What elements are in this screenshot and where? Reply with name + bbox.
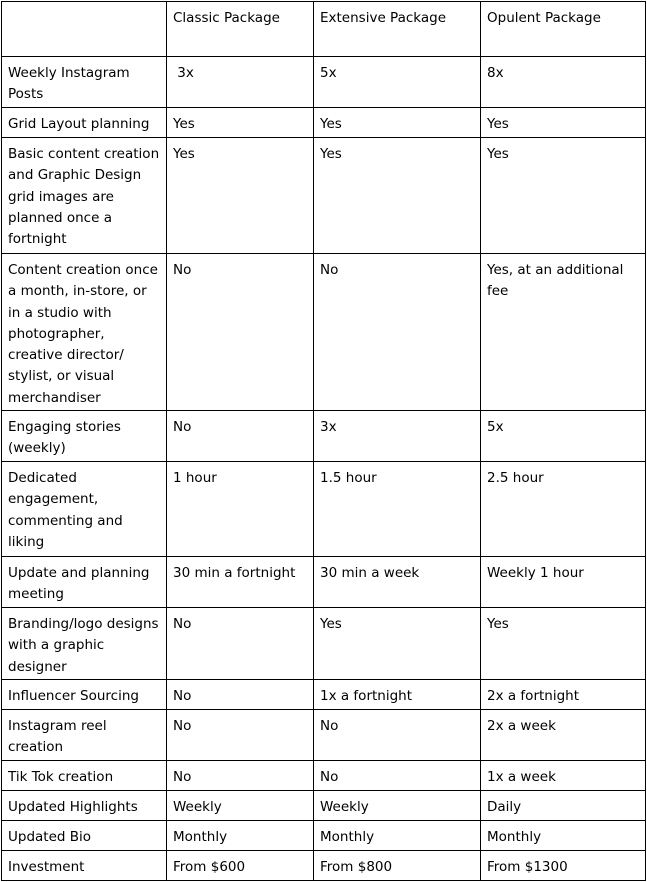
opulent-value-cell: Daily — [481, 791, 646, 821]
classic-value-cell: From $600 — [167, 851, 314, 881]
extensive-value-cell: Yes — [314, 608, 481, 680]
opulent-value-cell: From $1300 — [481, 851, 646, 881]
opulent-value-cell: 8x — [481, 57, 646, 108]
table-header-row — [2, 2, 646, 57]
extensive-value-cell: No — [314, 254, 481, 411]
classic-value-cell: 1 hour — [167, 462, 314, 557]
feature-cell: Influencer Sourcing — [2, 680, 167, 710]
table-row — [2, 138, 646, 254]
feature-cell: Instagram reel creation — [2, 710, 167, 761]
extensive-value-cell: 5x — [314, 57, 481, 108]
feature-cell: Engaging stories (weekly) — [2, 411, 167, 462]
classic-value-cell: No — [167, 411, 314, 462]
opulent-value-cell: Yes — [481, 138, 646, 254]
table-row — [2, 608, 646, 680]
feature-cell: Investment — [2, 851, 167, 881]
opulent-value-cell: 5x — [481, 411, 646, 462]
table-row — [2, 851, 646, 881]
classic-value-cell: 30 min a fortnight — [167, 557, 314, 608]
opulent-value-cell: 2x a week — [481, 710, 646, 761]
extensive-value-cell: 1.5 hour — [314, 462, 481, 557]
feature-cell: Content creation once a month, in-store, or in a studio with photographer, creative director/ stylist, or visual merchandiser — [2, 254, 167, 411]
opulent-value-cell: Monthly — [481, 821, 646, 851]
classic-value-cell: Yes — [167, 108, 314, 138]
opulent-value-cell: Yes — [481, 608, 646, 680]
feature-cell: Dedicated engagement, commenting and liking — [2, 462, 167, 557]
table-row — [2, 57, 646, 108]
extensive-value-cell: 3x — [314, 411, 481, 462]
extensive-value-cell: Yes — [314, 108, 481, 138]
feature-cell: Updated Highlights — [2, 791, 167, 821]
package-comparison-table — [1, 1, 646, 881]
extensive-value-cell: No — [314, 761, 481, 791]
extensive-value-cell: No — [314, 710, 481, 761]
classic-value-cell: No — [167, 680, 314, 710]
header-extensive-package: Extensive Package — [314, 2, 481, 57]
classic-value-cell: 3x — [167, 57, 314, 108]
opulent-value-cell: Yes — [481, 108, 646, 138]
feature-cell: Basic content creation and Graphic Design grid images are planned once a fortnight — [2, 138, 167, 254]
opulent-value-cell: 2.5 hour — [481, 462, 646, 557]
opulent-value-cell: 1x a week — [481, 761, 646, 791]
table-row — [2, 411, 646, 462]
feature-cell: Tik Tok creation — [2, 761, 167, 791]
table-row — [2, 710, 646, 761]
table-row — [2, 761, 646, 791]
extensive-value-cell: From $800 — [314, 851, 481, 881]
opulent-value-cell: 2x a fortnight — [481, 680, 646, 710]
classic-value-cell: Monthly — [167, 821, 314, 851]
classic-value-cell: Yes — [167, 138, 314, 254]
header-opulent-package: Opulent Package — [481, 2, 646, 57]
table-row — [2, 557, 646, 608]
feature-cell: Grid Layout planning — [2, 108, 167, 138]
feature-cell: Branding/logo designs with a graphic designer — [2, 608, 167, 680]
extensive-value-cell: 1x a fortnight — [314, 680, 481, 710]
classic-value-cell: No — [167, 608, 314, 680]
header-corner-cell — [2, 2, 167, 57]
feature-cell: Update and planning meeting — [2, 557, 167, 608]
table-row — [2, 108, 646, 138]
extensive-value-cell: 30 min a week — [314, 557, 481, 608]
table-row — [2, 791, 646, 821]
extensive-value-cell: Yes — [314, 138, 481, 254]
feature-cell: Updated Bio — [2, 821, 167, 851]
table-row — [2, 680, 646, 710]
table-row — [2, 254, 646, 411]
feature-cell: Weekly Instagram Posts — [2, 57, 167, 108]
classic-value-cell: No — [167, 710, 314, 761]
extensive-value-cell: Monthly — [314, 821, 481, 851]
opulent-value-cell: Weekly 1 hour — [481, 557, 646, 608]
classic-value-cell: No — [167, 254, 314, 411]
header-classic-package: Classic Package — [167, 2, 314, 57]
table-row — [2, 462, 646, 557]
opulent-value-cell: Yes, at an additional fee — [481, 254, 646, 411]
classic-value-cell: Weekly — [167, 791, 314, 821]
classic-value-cell: No — [167, 761, 314, 791]
extensive-value-cell: Weekly — [314, 791, 481, 821]
table-row — [2, 821, 646, 851]
